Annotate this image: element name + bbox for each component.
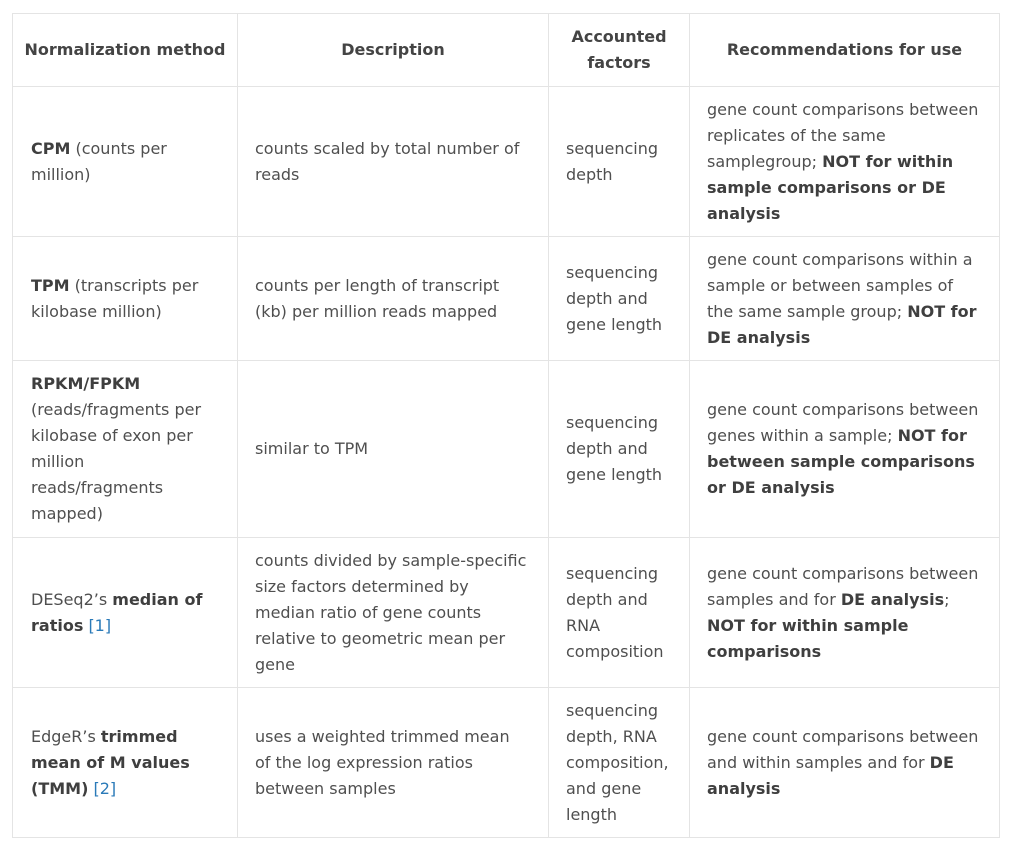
cell-recommendations <box>690 688 1000 838</box>
citation-link-1[interactable]: [1] <box>88 615 112 635</box>
recommendation-text: gene count comparisons between samples and for <box>707 563 979 609</box>
cell-factors: sequencing depth and RNA composition <box>549 538 690 688</box>
method-prefix: EdgeR’s <box>31 726 101 746</box>
cell-description: counts scaled by total number of reads <box>238 87 549 237</box>
cell-method <box>13 538 238 688</box>
method-name: CPM <box>31 138 71 158</box>
table-row-deseq2 <box>13 538 1000 688</box>
header-description: Description <box>238 14 549 87</box>
normalization-methods-table <box>12 13 1000 838</box>
table-row-rpkm-fpkm <box>13 361 1000 538</box>
recommendation-text: gene count comparisons within a sample or between samples of the same sample group; <box>707 249 973 321</box>
recommendation-text: gene count comparisons between and within samples and for <box>707 726 979 772</box>
cell-method <box>13 237 238 361</box>
table-row-cpm <box>13 87 1000 237</box>
recommendation-text: gene count comparisons between genes within a sample; <box>707 400 979 445</box>
method-name: TPM <box>31 275 70 295</box>
method-expansion: (counts per million) <box>31 138 167 184</box>
recommendation-separator: ; <box>944 589 950 609</box>
recommendation-emphasis: NOT for between sample comparisons or DE analysis <box>707 426 975 497</box>
method-name: trimmed mean of M values (TMM) <box>31 726 190 798</box>
recommendation-emphasis: DE analysis <box>840 589 945 609</box>
cell-recommendations <box>690 361 1000 538</box>
cell-description: uses a weighted trimmed mean of the log expression ratios between samples <box>238 688 549 838</box>
header-normalization-method: Normalization method <box>13 14 238 87</box>
method-name: RPKM/FPKM <box>31 374 141 393</box>
cell-description: counts divided by sample-specific size factors determined by median ratio of gene counts relative to geometric mean per gene <box>238 538 549 688</box>
cell-method <box>13 688 238 838</box>
method-expansion: (reads/fragments per kilobase of exon per million reads/fragments mapped) <box>31 400 202 523</box>
table-row-edger <box>13 688 1000 838</box>
recommendation-emphasis: DE analysis <box>707 752 954 798</box>
table-row-tpm <box>13 237 1000 361</box>
header-recommendations: Recommendations for use <box>690 14 1000 87</box>
method-prefix: DESeq2’s <box>31 589 113 609</box>
cell-recommendations <box>690 237 1000 361</box>
cell-method <box>13 87 238 237</box>
cell-description: counts per length of transcript (kb) per million reads mapped <box>238 237 549 361</box>
cell-factors: sequencing depth and gene length <box>549 361 690 538</box>
cell-factors: sequencing depth, RNA composition, and gene length <box>549 688 690 838</box>
recommendation-emphasis: NOT for within sample comparisons <box>707 615 909 661</box>
cell-description: similar to TPM <box>238 361 549 538</box>
cell-factors: sequencing depth and gene length <box>549 237 690 361</box>
table-header-row <box>13 14 1000 87</box>
method-name: median of ratios <box>31 589 203 635</box>
citation-link-2[interactable]: [2] <box>93 778 117 798</box>
method-expansion: (transcripts per kilobase million) <box>31 275 199 321</box>
cell-factors: sequencing depth <box>549 87 690 237</box>
header-accounted-factors: Accounted factors <box>549 14 690 87</box>
recommendation-emphasis: NOT for DE analysis <box>707 301 977 347</box>
cell-recommendations <box>690 538 1000 688</box>
cell-method <box>13 361 238 538</box>
recommendation-text: gene count comparisons between replicates of the same samplegroup; <box>707 99 979 171</box>
normalization-table-container <box>12 13 1000 838</box>
recommendation-emphasis: NOT for within sample comparisons or DE analysis <box>707 151 954 223</box>
cell-recommendations <box>690 87 1000 237</box>
